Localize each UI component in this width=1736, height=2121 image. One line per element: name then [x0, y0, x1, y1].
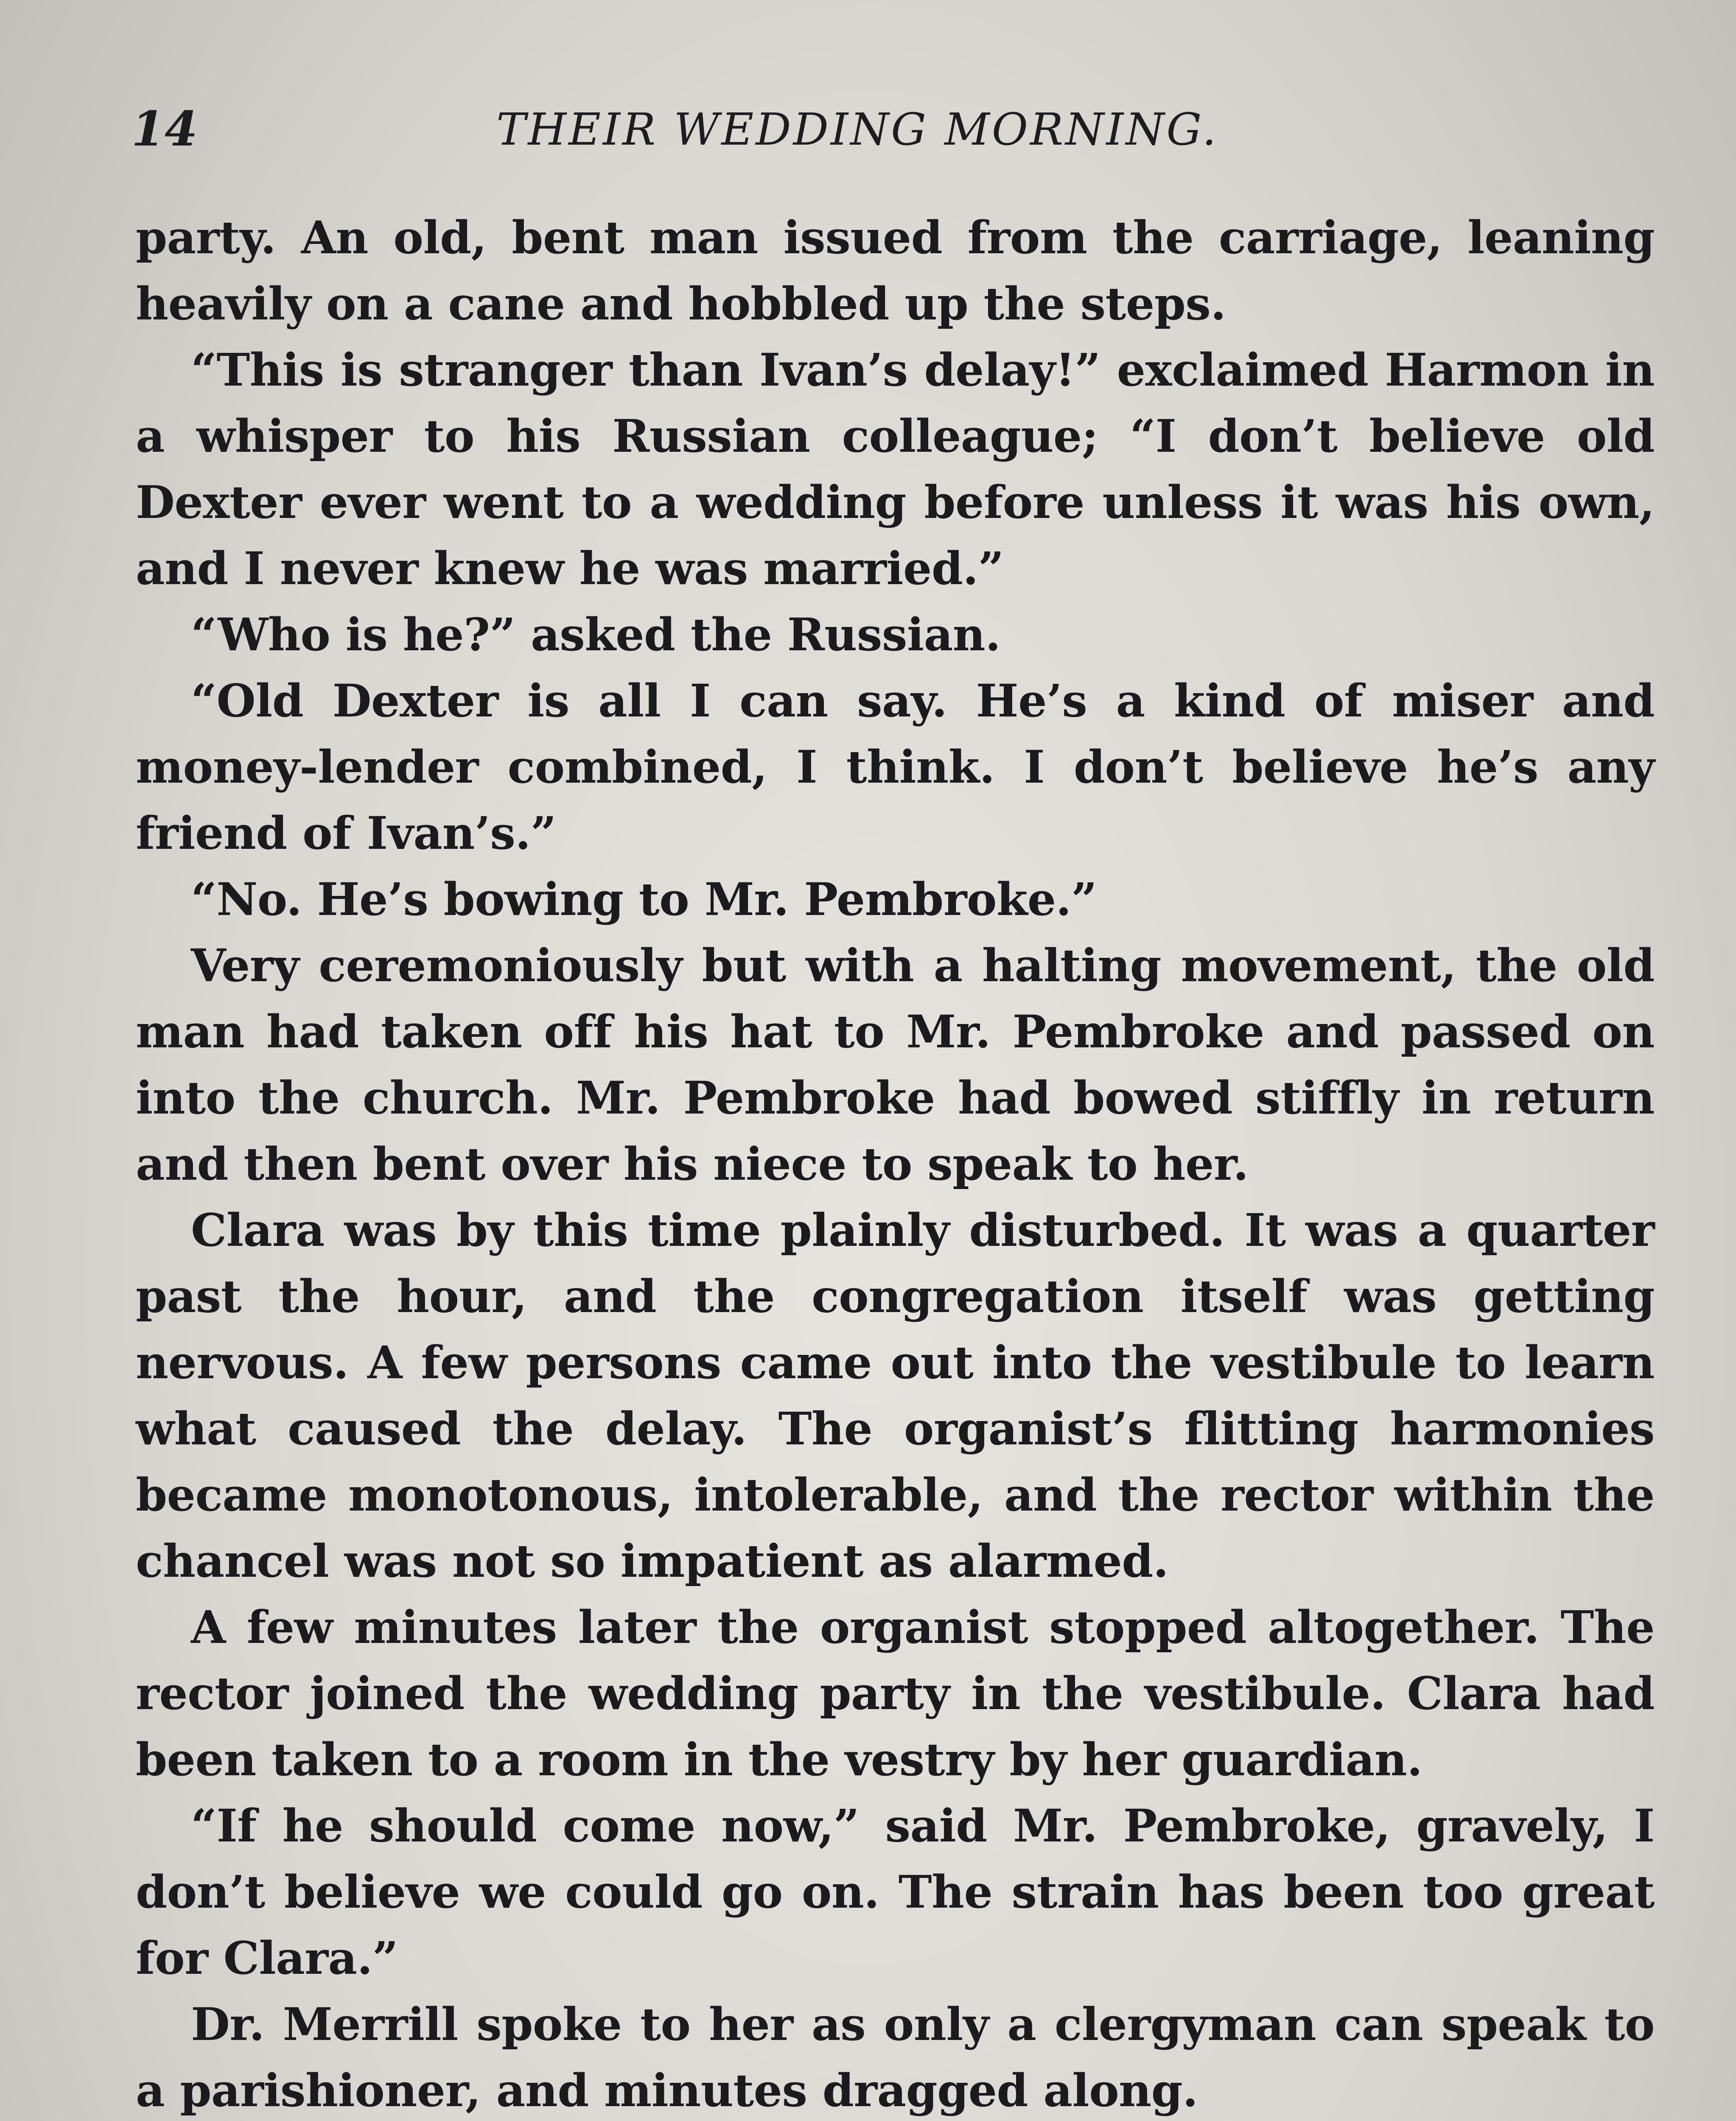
paragraph: Clara was by this time plainly disturbed. It was a quarter past the hour, and the congregation itself was getting nervous. A few persons came out into the vestibule to learn what caused the delay. The organist’s flitting harmonies became monotonous, intolerable, and the rector within the chancel was not so impatient as alarmed.	[136, 1203, 1655, 1587]
running-head	[132, 95, 1659, 163]
paragraph: “If he should come now,” said Mr. Pembroke, gravely, I don’t believe we could go on. The strain has been too great for Clara.”	[136, 1799, 1655, 1984]
paragraph: party. An old, bent man issued from the carriage, leaning heavily on a cane and hobbled up the steps.	[136, 211, 1655, 330]
paragraph: “No. He’s bowing to Mr. Pembroke.”	[191, 873, 1097, 926]
body-text	[136, 204, 1655, 2121]
paragraph: A few minutes later the organist stopped altogether. The rector joined the wedding party in the vestibule. Clara had been taken to a room in the vestry by her guardian.	[136, 1601, 1655, 1786]
paragraph: “Old Dexter is all I can say. He’s a kind of miser and money-lender combined, I think. I don’t believe he’s any friend of Ivan’s.”	[136, 674, 1655, 859]
paragraph: Very ceremoniously but with a halting movement, the old man had taken off his hat to Mr. Pembroke and passed on into the church. Mr. Pembroke had bowed stiffly in return and then bent over his niece to speak to her.	[136, 939, 1655, 1190]
page-number: 14	[132, 101, 198, 157]
running-title: THEIR WEDDING MORNING.	[496, 104, 1218, 155]
paragraph: “This is stranger than Ivan’s delay!” exclaimed Harmon in a whisper to his Russian colleague; “I don’t believe old Dexter ever went to a wedding before unless it was his own, and I never knew he was married.”	[136, 343, 1655, 595]
paragraph: “Who is he?” asked the Russian.	[191, 608, 1001, 661]
paragraph: Dr. Merrill spoke to her as only a clergyman can speak to a parishioner, and minutes dragged along.	[136, 1998, 1655, 2117]
